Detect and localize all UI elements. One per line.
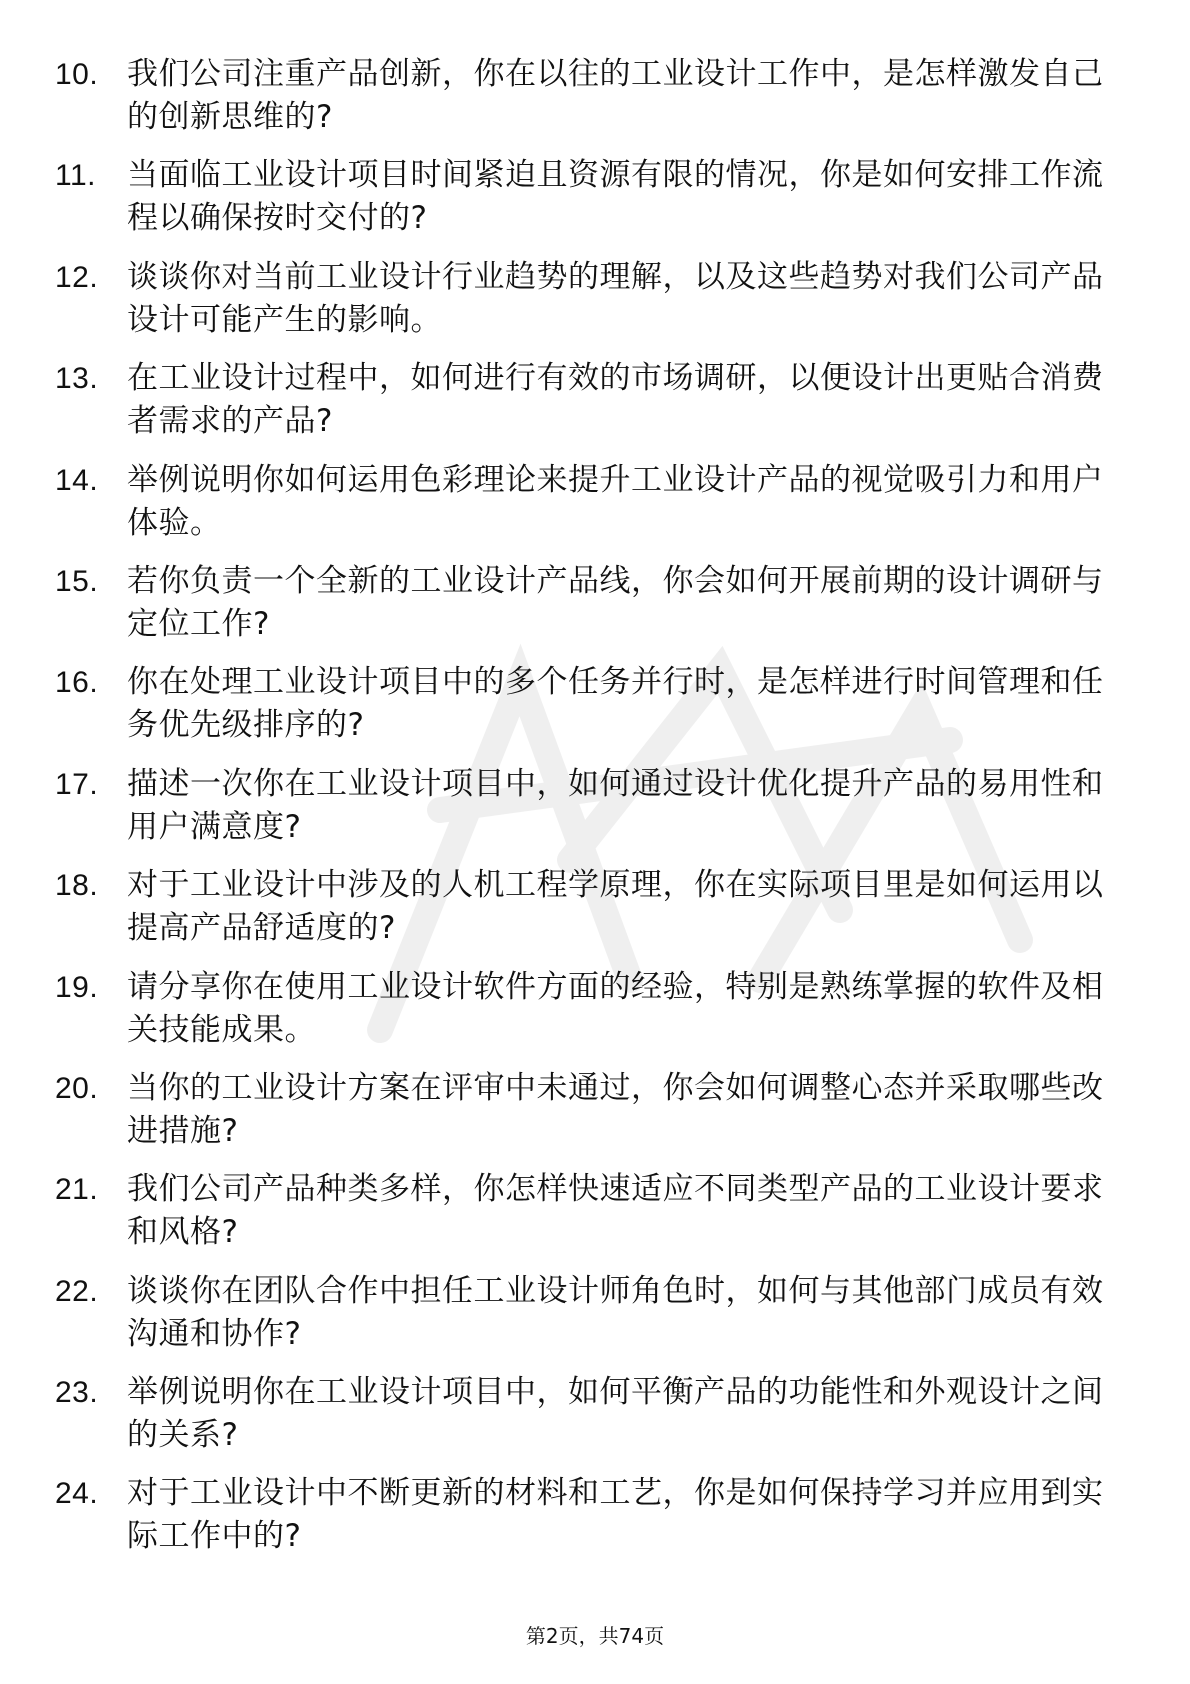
question-item [55,53,1105,139]
question-number: 13. [55,362,99,396]
question-number: 15. [55,564,99,598]
question-item [55,357,1105,443]
question-item [55,256,1105,342]
question-text: 对于工业设计中不断更新的材料和工艺，你是如何保持学习并应用到实际工作中的? [127,1475,1104,1555]
question-text: 当面临工业设计项目时间紧迫且资源有限的情况，你是如何安排工作流程以确保按时交付的? [127,157,1104,237]
question-item [55,763,1105,849]
question-item [55,864,1105,950]
question-number: 22. [55,1274,99,1308]
question-item [55,1067,1105,1153]
question-item [55,1371,1105,1457]
question-number: 12. [55,260,99,294]
question-text: 你在处理工业设计项目中的多个任务并行时，是怎样进行时间管理和任务优先级排序的? [127,664,1104,744]
question-text: 若你负责一个全新的工业设计产品线，你会如何开展前期的设计调研与定位工作? [127,562,1104,642]
question-number: 17. [55,767,99,801]
question-number: 16. [55,666,99,700]
question-number: 18. [55,869,99,903]
question-text: 当你的工业设计方案在评审中未通过，你会如何调整心态并采取哪些改进措施? [127,1069,1104,1149]
question-text: 在工业设计过程中，如何进行有效的市场调研，以便设计出更贴合消费者需求的产品? [127,360,1104,440]
question-item [55,1270,1105,1356]
question-number: 20. [55,1071,99,1105]
question-text: 对于工业设计中涉及的人机工程学原理，你在实际项目里是如何运用以提高产品舒适度的? [127,867,1104,947]
question-item [55,1472,1105,1558]
page-footer: 第2页，共74页 [525,1624,665,1648]
question-item [55,459,1105,545]
question-number: 24. [55,1477,99,1511]
question-text: 谈谈你在团队合作中担任工业设计师角色时，如何与其他部门成员有效沟通和协作? [127,1272,1104,1352]
question-number: 10. [55,58,99,91]
question-number: 19. [55,970,99,1004]
question-number: 14. [55,463,99,497]
question-text: 请分享你在使用工业设计软件方面的经验，特别是熟练掌握的软件及相关技能成果。 [127,968,1104,1048]
question-item [55,1168,1105,1254]
question-text: 举例说明你在工业设计项目中，如何平衡产品的功能性和外观设计之间的关系? [127,1374,1104,1454]
question-text: 举例说明你如何运用色彩理论来提升工业设计产品的视觉吸引力和用户体验。 [127,461,1104,541]
question-item [55,966,1105,1052]
question-text: 我们公司注重产品创新，你在以往的工业设计工作中，是怎样激发自己的创新思维的? [127,56,1104,135]
question-list [55,53,1105,1574]
question-number: 23. [55,1376,99,1410]
question-text: 描述一次你在工业设计项目中，如何通过设计优化提升产品的易用性和用户满意度? [127,765,1104,845]
question-item [55,560,1105,646]
question-number: 21. [55,1173,99,1207]
question-text: 谈谈你对当前工业设计行业趋势的理解，以及这些趋势对我们公司产品设计可能产生的影响。 [127,258,1104,338]
question-number: 11. [55,159,96,193]
question-item [55,661,1105,747]
question-text: 我们公司产品种类多样，你怎样快速适应不同类型产品的工业设计要求和风格? [127,1171,1104,1251]
question-item [55,154,1105,240]
